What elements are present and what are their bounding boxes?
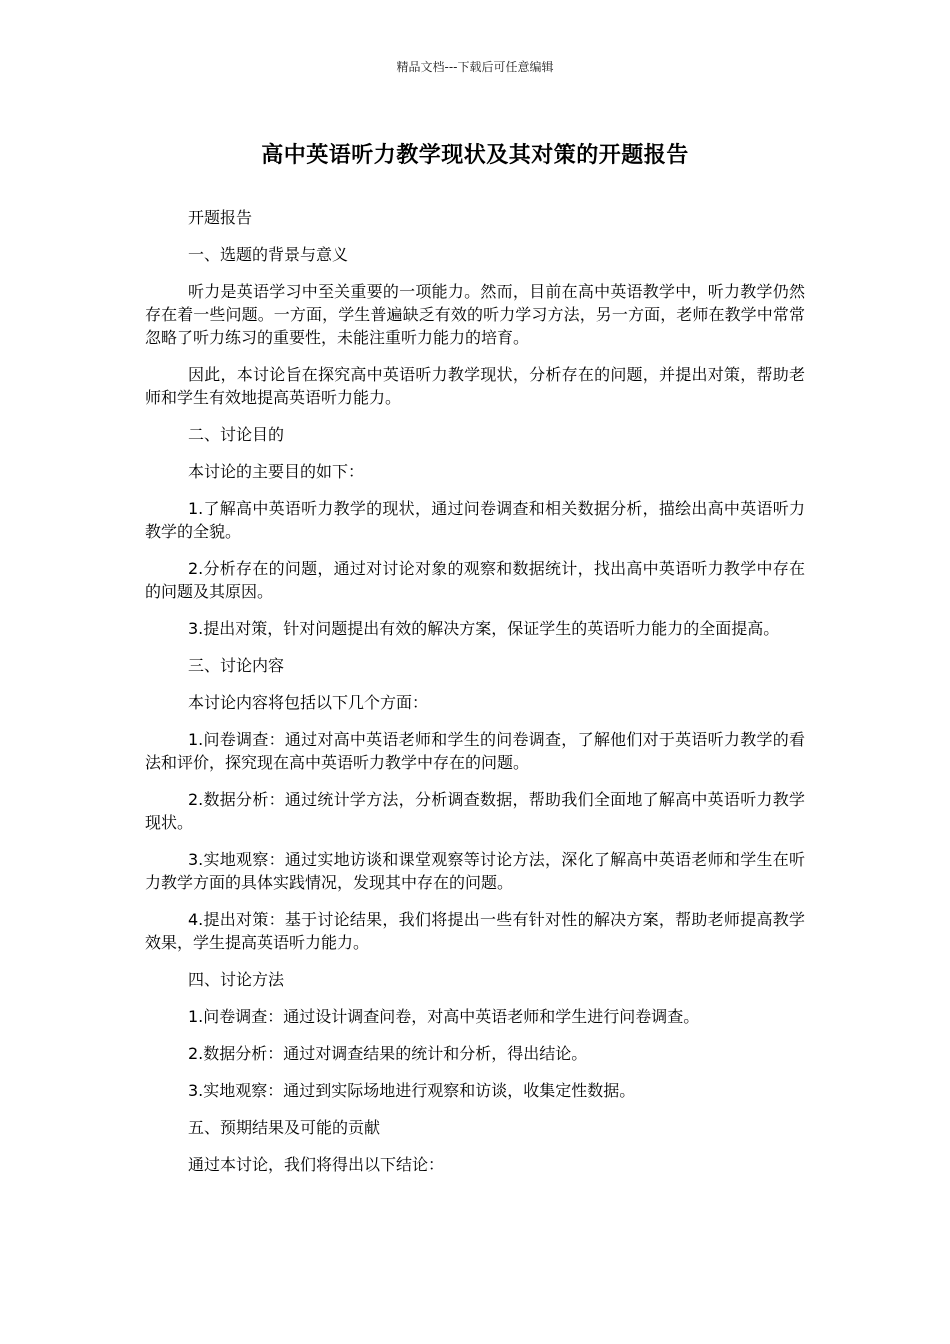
section-heading: 五、预期结果及可能的贡献 — [188, 1118, 381, 1137]
list-item: 4.提出对策：基于讨论结果，我们将提出一些有针对性的解决方案，帮助老师提高教学效果，学生提高英语听力能力。 — [145, 910, 805, 952]
list-item: 3.提出对策，针对问题提出有效的解决方案，保证学生的英语听力能力的全面提高。 — [188, 619, 780, 638]
list-item: 1.问卷调查：通过对高中英语老师和学生的问卷调查，了解他们对于英语听力教学的看法和评价，探究现在高中英语听力教学中存在的问题。 — [145, 730, 805, 772]
page-header: 精品文档---下载后可任意编辑 — [396, 60, 554, 74]
document-title: 高中英语听力教学现状及其对策的开题报告 — [261, 143, 689, 168]
list-item: 1.了解高中英语听力教学的现状，通过问卷调查和相关数据分析，描绘出高中英语听力教学的全貌。 — [145, 499, 805, 541]
paragraph: 开题报告 — [188, 208, 253, 227]
document-body — [145, 206, 805, 1190]
list-item: 2.数据分析：通过统计学方法，分析调查数据，帮助我们全面地了解高中英语听力教学现状。 — [145, 790, 805, 832]
list-item: 3.实地观察：通过到实际场地进行观察和访谈，收集定性数据。 — [188, 1081, 636, 1100]
list-item: 2.分析存在的问题，通过对讨论对象的观察和数据统计，找出高中英语听力教学中存在的问题及其原因。 — [145, 559, 805, 601]
paragraph: 通过本讨论，我们将得出以下结论： — [188, 1155, 445, 1174]
section-heading: 三、讨论内容 — [188, 656, 285, 675]
list-item: 2.数据分析：通过对调查结果的统计和分析，得出结论。 — [188, 1044, 588, 1063]
paragraph: 本讨论内容将包括以下几个方面： — [188, 693, 429, 712]
section-heading: 二、讨论目的 — [188, 425, 285, 444]
list-item: 3.实地观察：通过实地访谈和课堂观察等讨论方法，深化了解高中英语老师和学生在听力教学方面的具体实践情况，发现其中存在的问题。 — [145, 850, 805, 892]
section-heading: 一、选题的背景与意义 — [188, 245, 349, 264]
list-item: 1.问卷调查：通过设计调查问卷，对高中英语老师和学生进行问卷调查。 — [188, 1007, 700, 1026]
paragraph: 因此，本讨论旨在探究高中英语听力教学现状，分析存在的问题，并提出对策，帮助老师和学生有效地提高英语听力能力。 — [145, 365, 805, 407]
section-heading: 四、讨论方法 — [188, 970, 285, 989]
paragraph: 听力是英语学习中至关重要的一项能力。然而，目前在高中英语教学中，听力教学仍然存在着一些问题。一方面，学生普遍缺乏有效的听力学习方法，另一方面，老师在教学中常常忽略了听力练习的重要性，未能注重听力能力的培育。 — [145, 282, 805, 347]
paragraph: 本讨论的主要目的如下： — [188, 462, 365, 481]
